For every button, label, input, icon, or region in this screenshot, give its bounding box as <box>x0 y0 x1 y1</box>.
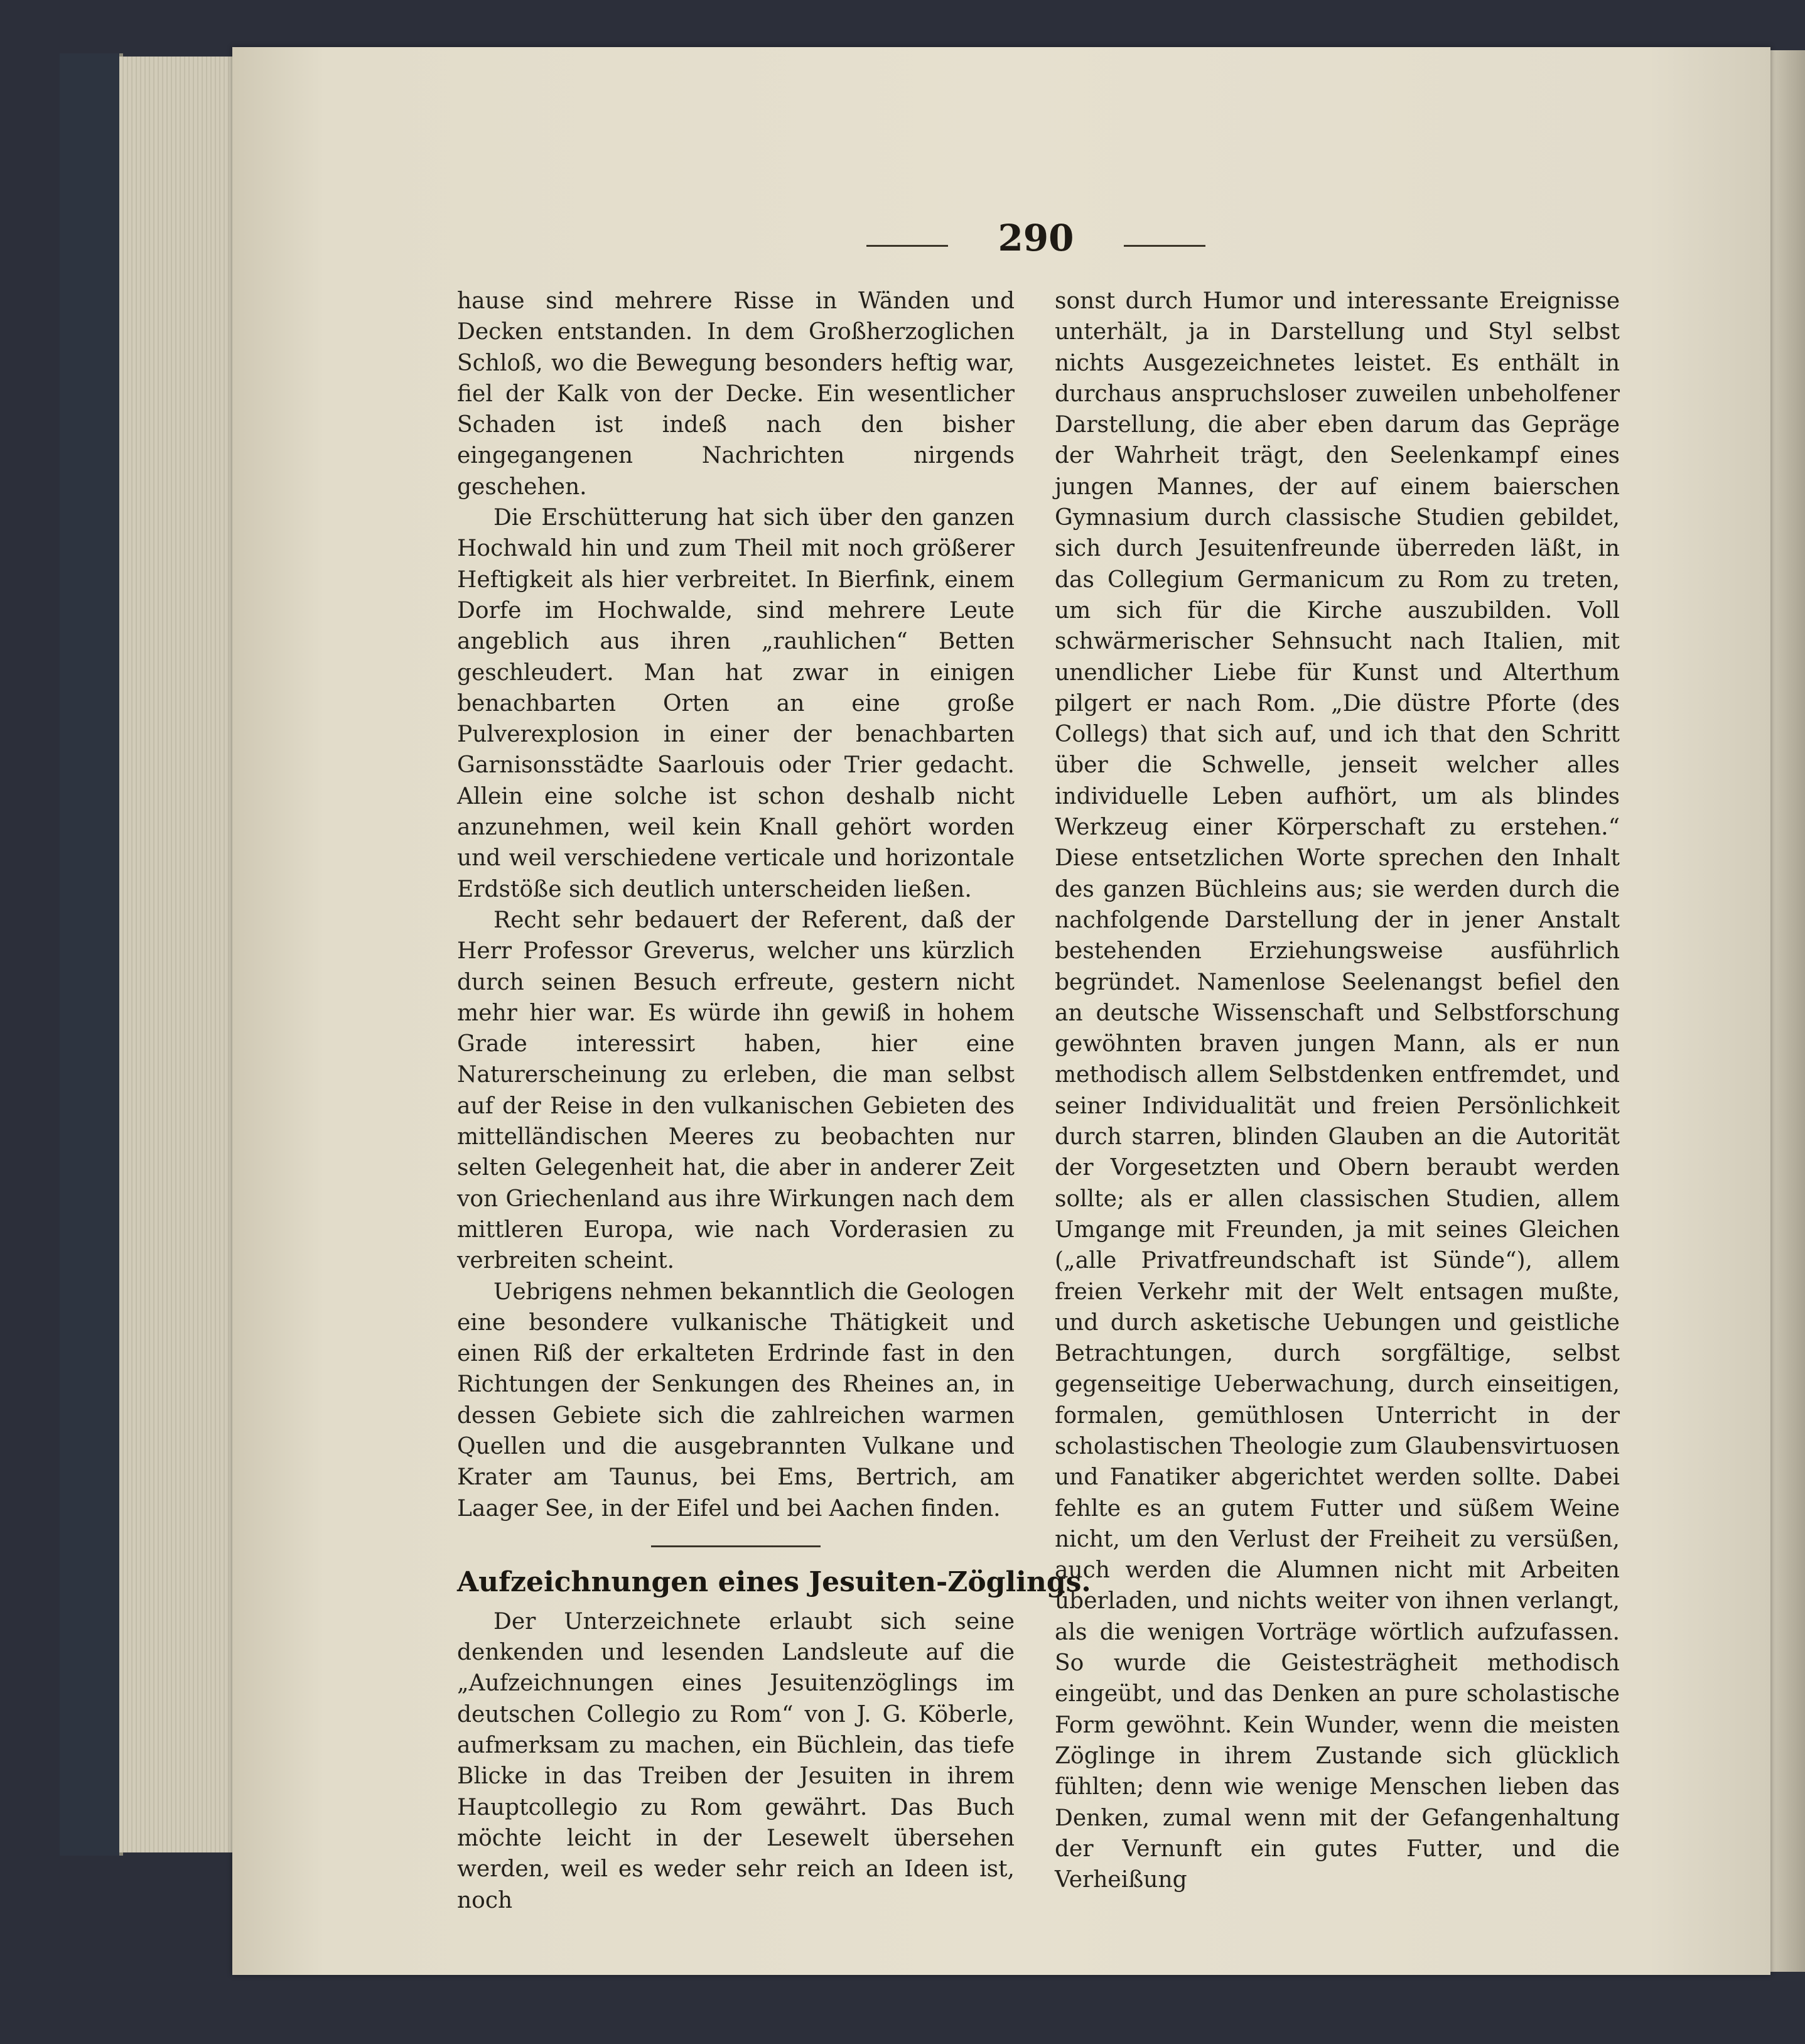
page-header <box>866 217 1205 267</box>
page-number: 290 <box>998 217 1074 259</box>
paragraph: Recht sehr bedauert der Referent, daß der Herr Professor Greverus, welcher uns kürzlich durch seinen Besuch erfreute, gestern nicht mehr hier war. Es würde ihn gewiß in hohem Grade interessirt haben, hier eine Naturerscheinung zu erleben, die man selbst auf der Reise in den vulkanischen Gebieten des mittelländischen Meeres zu beobachten nur selten Gelegenheit hat, die aber in anderer Zeit von Griechenland aus ihre Wirkungen nach dem mittleren Europa, wie nach Vorderasien zu verbreiten scheint. <box>457 907 1015 1274</box>
paragraph: Uebrigens nehmen bekanntlich die Geologen eine besondere vulkanische Thätigkeit und einen Riß der erkalteten Erdrinde fast in den Richtungen der Senkungen des Rheines an, in dessen Gebiete sich die zahlreichen warmen Quellen und die ausgebrannten Vulkane und Krater am Taunus, bei Ems, Bertrich, am Laager See, in der Eifel und bei Aachen finden. <box>457 1279 1015 1522</box>
paragraph: hause sind mehrere Risse in Wänden und Decken entstanden. In dem Großherzoglichen Schloß, wo die Bewegung besonders heftig war, fiel der Kalk von der Decke. Ein wesentlicher Schaden ist indeß nach den bisher eingegangenen Nachrichten nirgends geschehen. <box>457 288 1015 500</box>
header-rule-right <box>1124 245 1205 247</box>
left-column <box>457 286 1091 1916</box>
paragraph: Der Unterzeichnete erlaubt sich seine denkenden und lesenden Landsleute auf die „Aufzeichnungen eines Jesuitenzöglings im deutschen Collegio zu Rom“ von J. G. Köberle, aufmerksam zu machen, ein Büchlein, das tiefe Blicke in das Treiben der Jesuiten in ihrem Hauptcollegio zu Rom gewährt. Das Buch möchte leicht in der Lesewelt übersehen werden, weil es weder sehr reich an Ideen ist, noch <box>457 1608 1015 1913</box>
paragraph: sonst durch Humor und interessante Ereignisse unterhält, ja in Darstellung und Styl selbst nichts Ausgezeichnetes leistet. Es enthält in durchaus anspruchsloser zuweilen unbeholfener Darstellung, die aber eben darum das Gepräge der Wahrheit trägt, den Seelenkampf eines jungen Mannes, der auf einem baierschen Gymnasium durch classische Studien gebildet, sich durch Jesuitenfreunde überreden läßt, in das Collegium Germanicum zu Rom zu treten, um sich für die Kirche auszubilden. Voll schwärmerischer Sehnsucht nach Italien, mit unendlicher Liebe für Kunst und Alterthum pilgert er nach Rom. „Die düstre Pforte (des Collegs) that sich auf, und ich that den Schritt über die Schwelle, jenseit welcher alles individuelle Leben aufhört, um als blindes Werkzeug einer Körperschaft zu erstehen.“ Diese entsetzlichen Worte sprechen den Inhalt des ganzen Büchleins aus; sie werden durch die nachfolgende Darstellung der in jener Anstalt bestehenden Erziehungsweise ausführlich begründet. Namenlose Seelenangst befiel den an deutsche Wissenschaft und Selbstforschung gewöhnten braven jungen Mann, als er nun methodisch allem Selbstdenken entfremdet, und seiner Individualität und freien Persönlichkeit durch starren, blinden Glauben an die Autorität der Vorgesetzten und Obern beraubt werden sollte; als er allen classischen Studien, allem Umgange mit Freunden, ja mit seines Gleichen („alle Privatfreundschaft ist Sünde“), allem freien Verkehr mit der Welt entsagen mußte, und durch asketische Uebungen und geistliche Betrachtungen, durch sorgfältige, selbst gegenseitige Ueberwachung, durch einseitigen, formalen, gemüthlosen Unterricht in der scholastischen Theologie zum Glaubensvirtuosen und Fanatiker abgerichtet werden sollte. Dabei fehlte es an gutem Futter und süßem Weine nicht, um den Verlust der Freiheit zu versüßen, auch werden die Alumnen nicht mit Arbeiten überladen, und nichts weiter von ihnen verlangt, als die wenigen Vorträge wörtlich aufzufassen. So wurde die Geistesträgheit methodisch eingeübt, und das Denken an pure scholastische Form gewöhnt. Kein Wunder, wenn die meisten Zöglinge in ihrem Zustande sich glücklich fühlten; denn wie wenige Menschen lieben das Denken, zumal wenn mit der Gefangenhaltung der Vernunft ein gutes Futter, und die Verheißung <box>1055 288 1620 1893</box>
page-stack-edge <box>119 57 239 1852</box>
paragraph: Die Erschütterung hat sich über den ganzen Hochwald hin und zum Theil mit noch größerer Heftigkeit als hier verbreitet. In Bierfink, einem Dorfe im Hochwalde, sind mehrere Leute angeblich aus ihren „rauhlichen“ Betten geschleudert. Man hat zwar in einigen benachbarten Orten an eine große Pulverexplosion in einer der benachbarten Garnisonsstädte Saarlouis oder Trier gedacht. Allein eine solche ist schon deshalb nicht anzunehmen, weil kein Knall gehört worden und weil verschiedene verticale und horizontale Erdstöße sich deutlich unterscheiden ließen. <box>457 505 1015 902</box>
section-title: Aufzeichnungen eines Jesuiten-Zöglings. <box>457 1565 1091 1598</box>
right-column <box>1055 286 1620 1895</box>
book-spine-edge <box>60 53 123 1856</box>
next-page-edge <box>1767 50 1805 1972</box>
section-divider <box>651 1545 821 1547</box>
